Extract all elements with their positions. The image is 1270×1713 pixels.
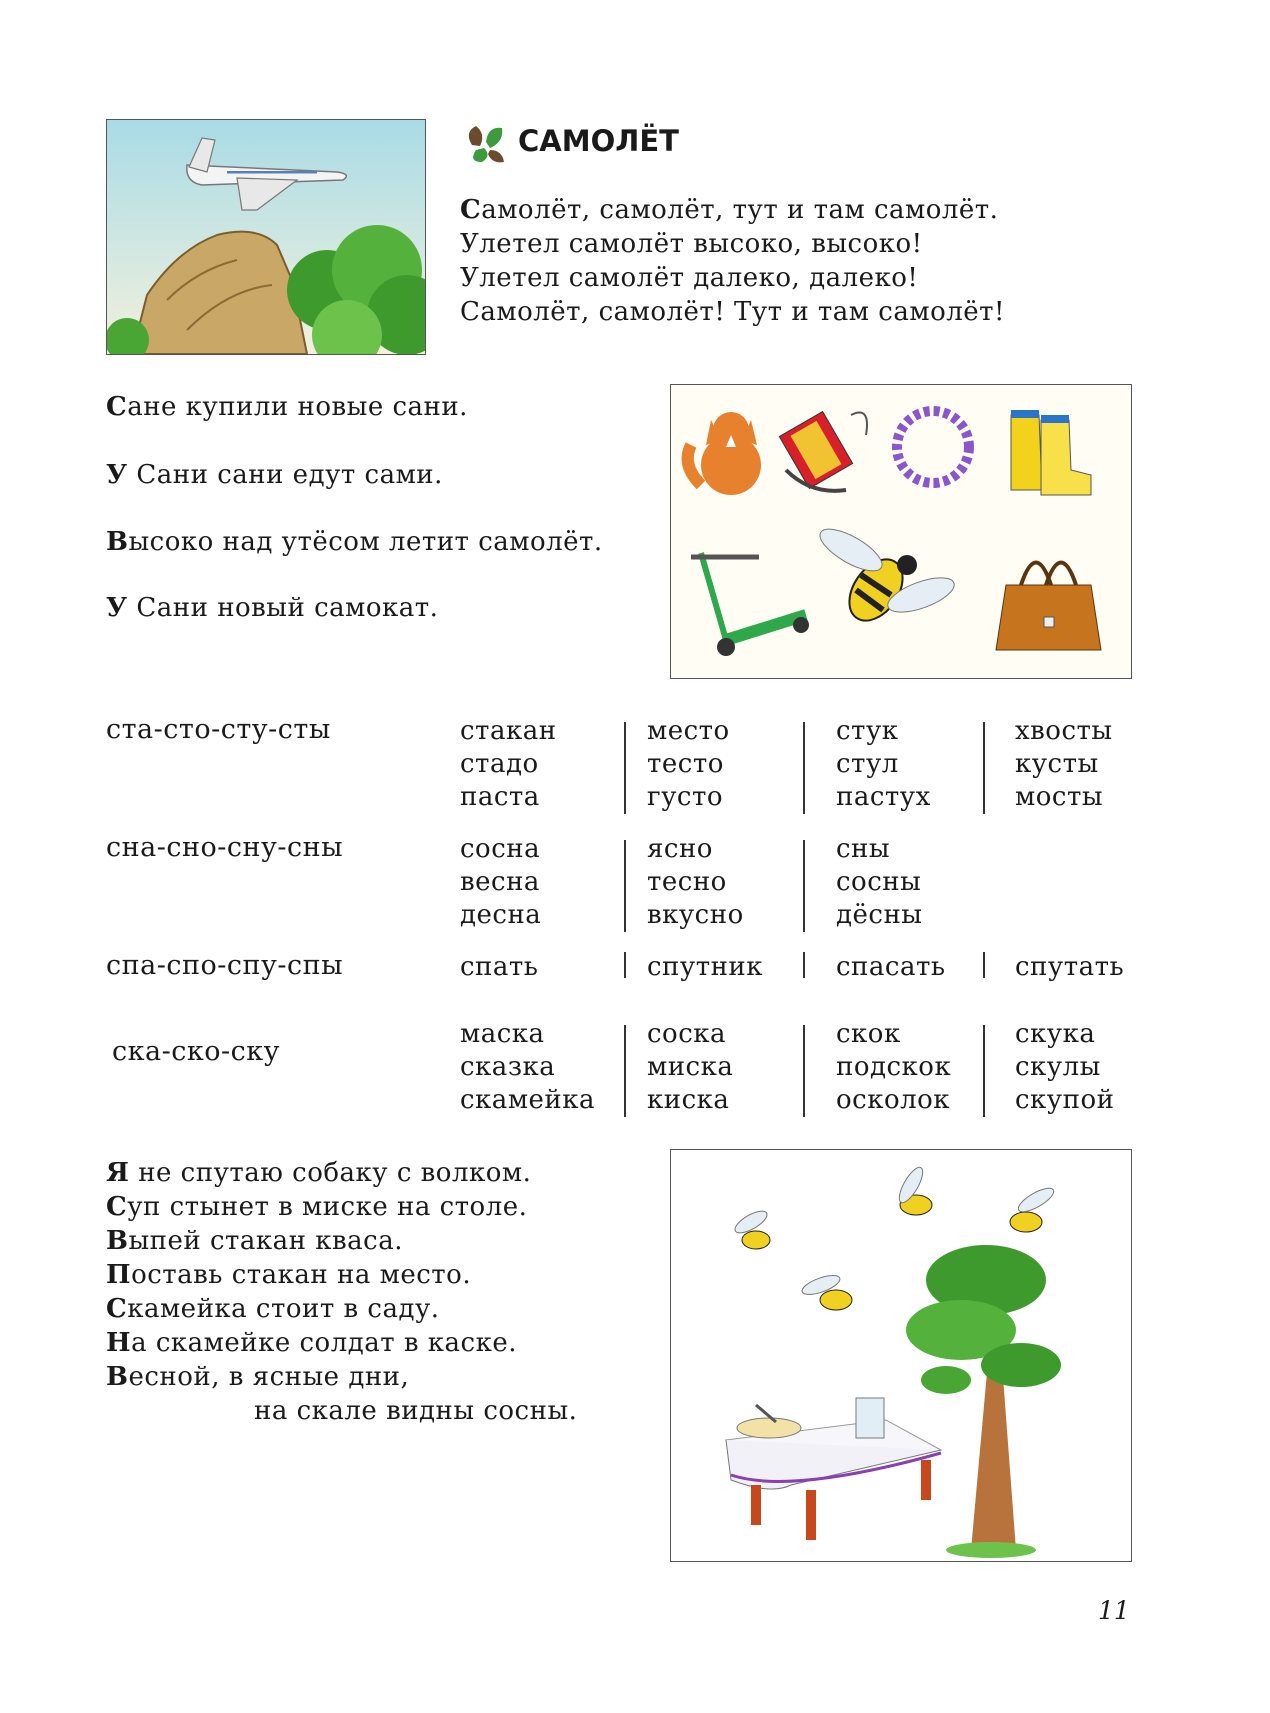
wasps-tree-picture bbox=[670, 1149, 1132, 1562]
page-number: 11 bbox=[1098, 1596, 1130, 1625]
sentence: Выпей стакан кваса. bbox=[106, 1226, 403, 1256]
poem-line: Самолёт, самолёт, тут и там самолёт. bbox=[460, 195, 999, 225]
leaf-icon bbox=[462, 120, 508, 166]
column-divider bbox=[624, 840, 626, 932]
word-column: место тесто густо bbox=[647, 716, 730, 812]
word-column: ясно тесно вкусно bbox=[647, 834, 744, 930]
sentence: на скале видны сосны. bbox=[254, 1396, 578, 1426]
syllable-label: ска-ско-ску bbox=[112, 1036, 280, 1067]
word-column: сосна весна десна bbox=[460, 834, 542, 930]
poem-line: Улетел самолёт высоко, высоко! bbox=[460, 229, 923, 259]
column-divider bbox=[803, 1025, 805, 1117]
word-column: скок подскок осколок bbox=[836, 1019, 952, 1115]
word-column: хвосты кусты мосты bbox=[1015, 716, 1113, 812]
sentence: Высоко над утёсом летит самолёт. bbox=[106, 527, 603, 557]
word-column: маска сказка скамейка bbox=[460, 1019, 596, 1115]
column-divider bbox=[624, 722, 626, 814]
sentence: У Сани сани едут сами. bbox=[106, 460, 443, 490]
column-divider bbox=[803, 952, 805, 978]
objects-picture bbox=[670, 384, 1132, 679]
word-column: сны сосны дёсны bbox=[836, 834, 923, 930]
airplane-picture bbox=[106, 119, 426, 355]
poem-body bbox=[460, 193, 1005, 329]
sentence: Я не спутаю собаку с волком. bbox=[106, 1158, 532, 1188]
sentence: Скамейка стоит в саду. bbox=[106, 1294, 440, 1324]
poem-line: Самолёт, самолёт! Тут и там самолёт! bbox=[460, 297, 1005, 327]
sentences-block bbox=[106, 1156, 577, 1428]
column-divider bbox=[803, 840, 805, 932]
word-column: стакан стадо паста bbox=[460, 716, 557, 812]
syllable-label: ста-сто-сту-сты bbox=[106, 714, 331, 745]
column-divider bbox=[983, 1025, 985, 1117]
syllable-label: сна-сно-сну-сны bbox=[106, 832, 344, 863]
sentence: На скамейке солдат в каске. bbox=[106, 1328, 518, 1358]
column-divider bbox=[803, 722, 805, 814]
word-column: спутник bbox=[647, 952, 763, 982]
sentence: У Сани новый самокат. bbox=[106, 593, 439, 623]
column-divider bbox=[624, 952, 626, 978]
word-column: спутать bbox=[1015, 952, 1125, 982]
column-divider bbox=[983, 722, 985, 814]
poem-title: САМОЛЁТ bbox=[518, 124, 679, 158]
sentence: Весной, в ясные дни, bbox=[106, 1362, 410, 1392]
word-column: спать bbox=[460, 952, 539, 982]
sentence: Поставь стакан на место. bbox=[106, 1260, 472, 1290]
word-column: стук стул пастух bbox=[836, 716, 931, 812]
column-divider bbox=[983, 952, 985, 978]
word-column: скука скулы скупой bbox=[1015, 1019, 1115, 1115]
sentence: Сане купили новые сани. bbox=[106, 392, 468, 422]
word-column: спасать bbox=[836, 952, 946, 982]
sentence: Суп стынет в миске на столе. bbox=[106, 1192, 528, 1222]
syllable-label: спа-спо-спу-спы bbox=[106, 950, 344, 981]
word-column: соска миска киска bbox=[647, 1019, 734, 1115]
column-divider bbox=[624, 1025, 626, 1117]
poem-line: Улетел самолёт далеко, далеко! bbox=[460, 263, 919, 293]
